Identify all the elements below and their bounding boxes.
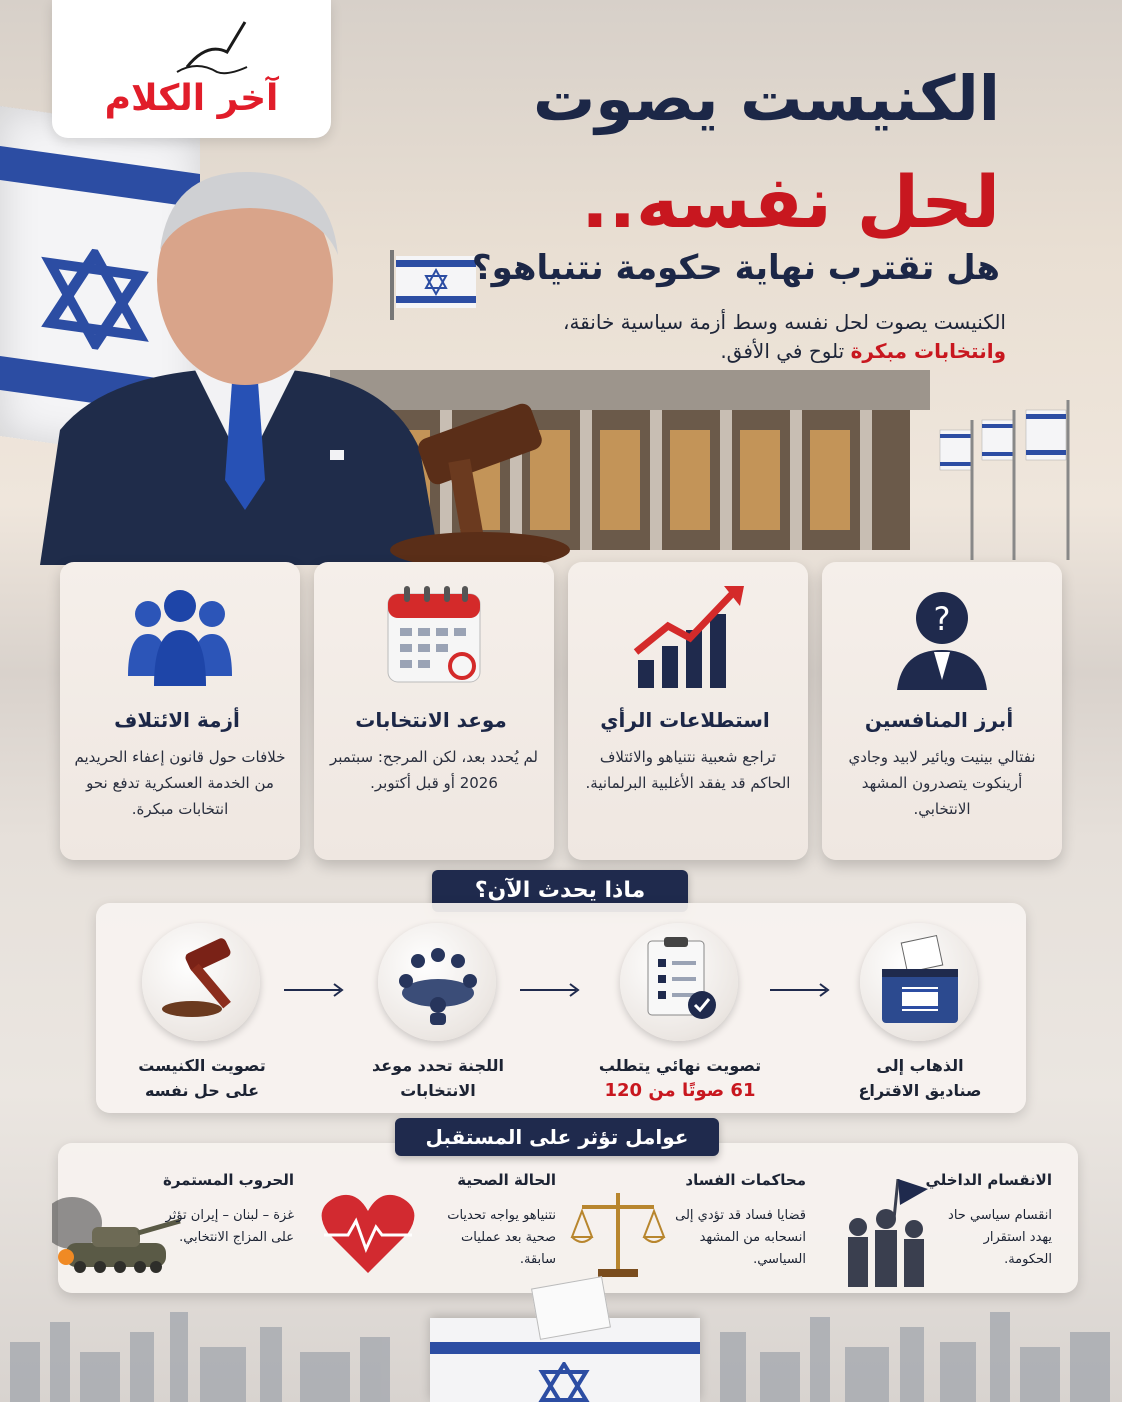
svg-text:?: ? <box>933 600 951 638</box>
card-title: أبرز المنافسين <box>864 708 1014 732</box>
gavel-scene-icon <box>360 400 570 570</box>
factors-panel <box>58 1143 1078 1293</box>
card-polls <box>568 562 808 860</box>
step-label: اللجنة تحدد موعد الانتخابات <box>371 1056 505 1100</box>
flags-right <box>930 400 1080 560</box>
heart-icon <box>318 1183 418 1283</box>
factor-corruption <box>568 1143 818 1293</box>
arrow-right-icon <box>284 983 348 997</box>
section-title-factors: عوامل تؤثر على المستقبل <box>395 1118 719 1156</box>
card-title: أزمة الائتلاف <box>114 708 240 732</box>
card-coalition-crisis <box>60 562 300 860</box>
step-label: الذهاب إلى صناديق الاقتراع <box>858 1056 982 1100</box>
meeting-icon <box>392 935 484 1027</box>
step-polls <box>830 913 1010 1108</box>
step-label: تصويت نهائي يتطلب 61 صوتًا من 120 <box>598 1056 762 1101</box>
lead-line2: تلوح في الأفق. <box>720 339 851 363</box>
arrow-right-icon <box>770 983 834 997</box>
card-competitors <box>822 562 1062 860</box>
ballot-box-icon <box>874 935 966 1027</box>
card-title: استطلاعات الرأي <box>600 708 770 732</box>
page-title-line2: لحل نفسه.. <box>581 160 1000 244</box>
factor-health <box>318 1143 568 1293</box>
gavel-icon <box>156 935 248 1027</box>
factor-body: غزة – لبنان – إيران تؤثر على المزاج الانتخابي. <box>165 1208 294 1245</box>
factor-body: قضايا فساد قد تؤدي إلى انسحابه من المشهد السياسي. <box>675 1208 806 1267</box>
factor-division <box>828 1143 1068 1293</box>
star-of-david-icon <box>538 1362 590 1402</box>
checklist-icon <box>634 935 726 1027</box>
scales-icon <box>568 1183 668 1283</box>
step-label: تصويت الكنيست على حل نفسه <box>138 1056 266 1100</box>
page-title-line1: الكنيست يصوت <box>532 62 1000 135</box>
calendar-icon <box>374 580 494 690</box>
arrow-right-icon <box>520 983 584 997</box>
card-title: موعد الانتخابات <box>355 708 507 732</box>
lead-paragraph <box>446 308 1006 366</box>
trend-chart-icon <box>628 580 748 690</box>
card-body: نفتالي بينيت ويائير لابيد وجادي أرينكوت يتصدرون المشهد الانتخابي. <box>848 748 1036 818</box>
unknown-person-icon <box>882 580 1002 690</box>
card-body: لم يُحدد بعد، لكن المرجح: سبتمبر 2026 أو قبل أكتوبر. <box>330 748 538 792</box>
factor-body: انقسام سياسي حاد يهدد استقرار الحكومة. <box>948 1208 1052 1267</box>
card-body: خلافات حول قانون إعفاء الحريديم من الخدمة العسكرية تدفع نحو انتخابات مبكرة. <box>74 748 286 818</box>
factor-title: الانقسام الداخلي <box>925 1171 1052 1189</box>
hand-writing-icon <box>167 12 257 82</box>
factor-title: الحالة الصحية <box>457 1171 556 1189</box>
brand-logo <box>52 0 331 138</box>
factor-title: الحروب المستمرة <box>163 1171 294 1189</box>
group-icon <box>120 580 240 690</box>
step-final-vote <box>590 913 770 1108</box>
steps-panel <box>96 903 1026 1113</box>
factor-wars <box>58 1143 308 1293</box>
card-election-date <box>314 562 554 860</box>
tank-icon <box>52 1193 182 1283</box>
step-knesset-vote <box>112 913 292 1108</box>
protest-icon <box>828 1179 938 1293</box>
lead-line1: الكنيست يصوت لحل نفسه وسط أزمة سياسية خانقة، <box>563 310 1006 334</box>
factor-title: محاكمات الفساد <box>685 1171 806 1189</box>
lead-highlight: وانتخابات مبكرة <box>850 339 1006 363</box>
section-title-now: ماذا يحدث الآن؟ <box>432 870 688 912</box>
page-subtitle: هل تقترب نهاية حكومة نتنياهو؟ <box>471 248 1000 288</box>
brand-logo-text: آخر الكلام <box>104 78 279 119</box>
card-body: تراجع شعبية نتنياهو والائتلاف الحاكم قد يفقد الأغلبية البرلمانية. <box>585 748 791 792</box>
factor-body: نتنياهو يواجه تحديات صحية بعد عمليات سابقة. <box>447 1208 556 1267</box>
step-committee <box>348 913 528 1108</box>
